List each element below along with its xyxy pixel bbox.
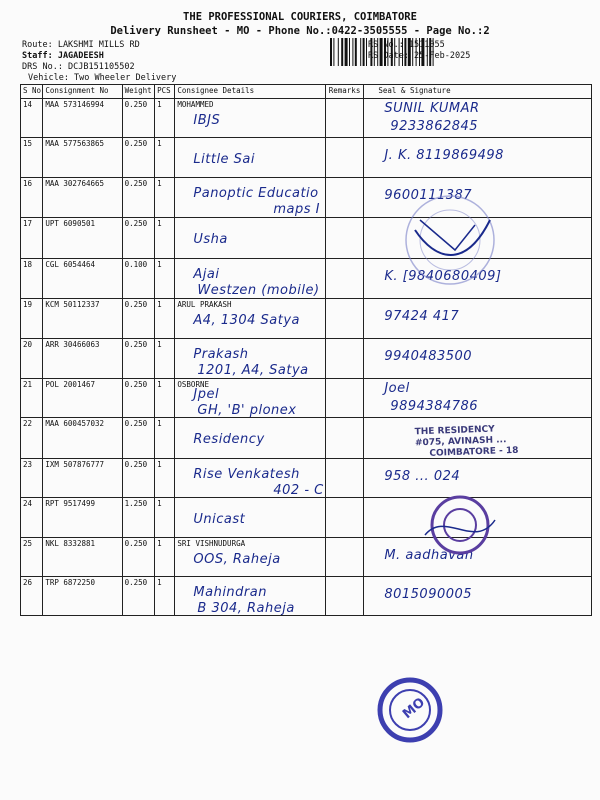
handwritten-signature: 97424 417 xyxy=(384,309,460,324)
cell-sno: 22 xyxy=(21,418,43,459)
cell-seal-signature xyxy=(364,138,592,178)
stamp-line-1: THE RESIDENCY xyxy=(414,424,495,438)
cell-pcs: 1 xyxy=(155,577,175,616)
table-row xyxy=(21,538,592,577)
barcode-bar xyxy=(352,38,353,66)
cell-consignment: ARR 30466063 xyxy=(43,339,122,379)
cell-remarks xyxy=(325,299,364,339)
table-row xyxy=(21,299,592,339)
cell-sno: 15 xyxy=(21,138,43,178)
handwritten-signature: 8015090005 xyxy=(384,587,473,602)
cell-remarks xyxy=(325,99,364,138)
table-row xyxy=(21,259,592,299)
cell-seal-signature xyxy=(364,99,592,138)
consignee-printed-name: ARUL PRAKASH xyxy=(177,300,232,309)
cell-sno: 18 xyxy=(21,259,43,299)
cell-consignee-details xyxy=(175,379,325,418)
stamp-line-3: COIMBATORE - 18 xyxy=(429,445,519,459)
handwritten-signature: K. [9840680409] xyxy=(384,269,502,284)
cell-weight: 0.250 xyxy=(122,339,155,379)
cell-consignee-details xyxy=(175,178,325,218)
cell-weight: 0.250 xyxy=(122,178,155,218)
rs-number: RS No.: 1511055 xyxy=(368,40,445,50)
mo-stamp xyxy=(375,675,445,745)
cell-consignment: NKL 8332881 xyxy=(43,538,122,577)
cell-remarks xyxy=(325,178,364,218)
cell-consignment: KCM 50112337 xyxy=(43,299,122,339)
cell-pcs: 1 xyxy=(155,99,175,138)
rs-date: RS Date: 25-Feb-2025 xyxy=(368,51,471,61)
cell-pcs: 1 xyxy=(155,498,175,538)
handwritten-consignee: A4, 1304 Satya xyxy=(193,313,301,328)
handwritten-consignee: Westzen (mobile) xyxy=(197,283,320,298)
table-row xyxy=(21,339,592,379)
drs-label: DRS No.: DCJB151105502 xyxy=(22,62,135,72)
handwritten-consignee: 1201, A4, Satya xyxy=(197,363,309,378)
mo-stamp-text: MO xyxy=(400,695,429,723)
cell-sno: 16 xyxy=(21,178,43,218)
cell-pcs: 1 xyxy=(155,538,175,577)
circular-stamp-faint xyxy=(395,190,505,290)
table-row xyxy=(21,498,592,538)
cell-consignee-details xyxy=(175,138,325,178)
handwritten-consignee: Prakash xyxy=(193,347,249,362)
cell-weight: 0.250 xyxy=(122,577,155,616)
col-consignee: Consignee Details xyxy=(175,85,325,99)
cell-seal-signature xyxy=(364,299,592,339)
col-seal: Seal & Signature xyxy=(364,85,592,99)
handwritten-signature: Joel xyxy=(384,381,410,396)
cell-consignee-details xyxy=(175,418,325,459)
col-pcs: PCS xyxy=(155,85,175,99)
handwritten-consignee: Rise Venkatesh xyxy=(193,467,300,482)
barcode-bar xyxy=(355,38,357,66)
cell-seal-signature xyxy=(364,379,592,418)
handwritten-consignee: IBJS xyxy=(193,113,221,128)
cell-consignee-details xyxy=(175,339,325,379)
barcode-bar xyxy=(366,38,367,66)
handwritten-signature: SUNIL KUMAR xyxy=(384,101,480,116)
table-row xyxy=(21,138,592,178)
handwritten-consignee: maps I xyxy=(273,202,321,217)
cell-remarks xyxy=(325,379,364,418)
cell-seal-signature xyxy=(364,339,592,379)
cell-remarks xyxy=(325,418,364,459)
cell-weight: 0.250 xyxy=(122,379,155,418)
handwritten-consignee: Ajai xyxy=(193,267,220,282)
table-row xyxy=(21,99,592,138)
col-sno: S No xyxy=(21,85,43,99)
cell-sno: 20 xyxy=(21,339,43,379)
cell-consignee-details xyxy=(175,498,325,538)
cell-consignee-details xyxy=(175,259,325,299)
handwritten-consignee: Mahindran xyxy=(193,585,267,600)
cell-pcs: 1 xyxy=(155,259,175,299)
cell-remarks xyxy=(325,538,364,577)
handwritten-signature: 9233862845 xyxy=(390,119,479,134)
cell-remarks xyxy=(325,259,364,299)
cell-consignment: RPT 9517499 xyxy=(43,498,122,538)
handwritten-signature: J. K. 8119869498 xyxy=(384,148,504,163)
handwritten-consignee: B 304, Raheja xyxy=(197,601,295,616)
handwritten-consignee: OOS, Raheja xyxy=(193,552,281,567)
cell-weight: 0.250 xyxy=(122,218,155,259)
cell-pcs: 1 xyxy=(155,379,175,418)
cell-remarks xyxy=(325,459,364,498)
consignee-printed-name: OSBORNE xyxy=(177,380,209,389)
staff-label: Staff: JAGADEESH xyxy=(22,51,104,61)
cell-sno: 17 xyxy=(21,218,43,259)
cell-sno: 21 xyxy=(21,379,43,418)
table-row xyxy=(21,379,592,418)
table-row xyxy=(21,178,592,218)
cell-pcs: 1 xyxy=(155,459,175,498)
cell-consignment: TRP 6872250 xyxy=(43,577,122,616)
cell-consignment: MAA 573146994 xyxy=(43,99,122,138)
cell-weight: 0.250 xyxy=(122,459,155,498)
handwritten-consignee: GH, 'B' plonex xyxy=(197,403,297,418)
handwritten-consignee: Little Sai xyxy=(193,152,256,167)
barcode-bar xyxy=(345,38,348,66)
cell-consignee-details xyxy=(175,218,325,259)
cell-pcs: 1 xyxy=(155,138,175,178)
residency-stamp xyxy=(414,423,550,461)
col-consignment: Consignment No xyxy=(43,85,122,99)
cell-weight: 0.250 xyxy=(122,538,155,577)
table-row xyxy=(21,459,592,498)
company-name: THE PROFESSIONAL COURIERS, COIMBATORE xyxy=(183,11,417,23)
cell-consignment: MAA 577563865 xyxy=(43,138,122,178)
consignee-printed-name: MOHAMMED xyxy=(177,100,214,109)
cell-weight: 0.100 xyxy=(122,259,155,299)
barcode-bar xyxy=(363,38,365,66)
cell-pcs: 1 xyxy=(155,299,175,339)
barcode-bar xyxy=(333,38,334,66)
cell-consignee-details xyxy=(175,459,325,498)
table-header-row xyxy=(21,85,592,99)
cell-consignee-details xyxy=(175,99,325,138)
cell-consignee-details xyxy=(175,538,325,577)
cell-sno: 14 xyxy=(21,99,43,138)
cell-consignee-details xyxy=(175,577,325,616)
cell-remarks xyxy=(325,138,364,178)
barcode-bar xyxy=(330,38,332,66)
header-left xyxy=(22,40,176,84)
cell-pcs: 1 xyxy=(155,418,175,459)
handwritten-consignee: Residency xyxy=(193,432,265,447)
handwritten-signature: 9940483500 xyxy=(384,349,473,364)
handwritten-consignee: 402 - C xyxy=(273,483,324,498)
handwritten-signature: 9894384786 xyxy=(390,399,479,414)
cell-consignment: CGL 6054464 xyxy=(43,259,122,299)
stamp-line-2: #075, AVINASH ... xyxy=(414,435,507,449)
cell-pcs: 1 xyxy=(155,339,175,379)
vehicle-label: Vehicle: Two Wheeler Delivery xyxy=(28,73,177,83)
purple-round-stamp xyxy=(415,490,505,560)
cell-consignment: MAA 302764665 xyxy=(43,178,122,218)
barcode-bar xyxy=(349,38,350,66)
handwritten-consignee: Panoptic Educatio xyxy=(193,186,319,201)
cell-remarks xyxy=(325,498,364,538)
col-weight: Weight xyxy=(122,85,155,99)
cell-weight: 0.250 xyxy=(122,99,155,138)
barcode-bar xyxy=(360,38,361,66)
cell-consignee-details xyxy=(175,299,325,339)
cell-sno: 19 xyxy=(21,299,43,339)
header-right xyxy=(368,40,470,62)
cell-consignment: POL 2001467 xyxy=(43,379,122,418)
handwritten-consignee: Unicast xyxy=(193,512,246,527)
cell-sno: 25 xyxy=(21,538,43,577)
barcode-bar xyxy=(338,38,339,66)
route-label: Route: LAKSHMI MILLS RD xyxy=(22,40,140,50)
cell-consignment: UPT 6090501 xyxy=(43,218,122,259)
cell-sno: 26 xyxy=(21,577,43,616)
handwritten-signature: M. aadhavan xyxy=(384,548,474,563)
cell-weight: 0.250 xyxy=(122,418,155,459)
runsheet-table xyxy=(20,84,592,616)
runsheet-subtitle: Delivery Runsheet - MO - Phone No.:0422-3505555 - Page No.:2 xyxy=(110,25,490,37)
cell-remarks xyxy=(325,577,364,616)
handwritten-consignee: Usha xyxy=(193,232,228,247)
cell-pcs: 1 xyxy=(155,218,175,259)
cell-sno: 23 xyxy=(21,459,43,498)
table-row xyxy=(21,577,592,616)
cell-remarks xyxy=(325,218,364,259)
cell-weight: 0.250 xyxy=(122,299,155,339)
table-row xyxy=(21,218,592,259)
cell-pcs: 1 xyxy=(155,178,175,218)
cell-weight: 0.250 xyxy=(122,138,155,178)
cell-sno: 24 xyxy=(21,498,43,538)
handwritten-consignee: Jpel xyxy=(193,387,220,402)
col-remarks: Remarks xyxy=(325,85,364,99)
cell-consignment: IXM 507876777 xyxy=(43,459,122,498)
handwritten-signature: 9600111387 xyxy=(384,188,473,203)
cell-consignment: MAA 600457032 xyxy=(43,418,122,459)
handwritten-signature: 958 ... 024 xyxy=(384,469,461,484)
cell-weight: 1.250 xyxy=(122,498,155,538)
barcode-bar xyxy=(341,38,343,66)
cell-remarks xyxy=(325,339,364,379)
cell-seal-signature xyxy=(364,577,592,616)
consignee-printed-name: SRI VISHNUDURGA xyxy=(177,539,246,548)
